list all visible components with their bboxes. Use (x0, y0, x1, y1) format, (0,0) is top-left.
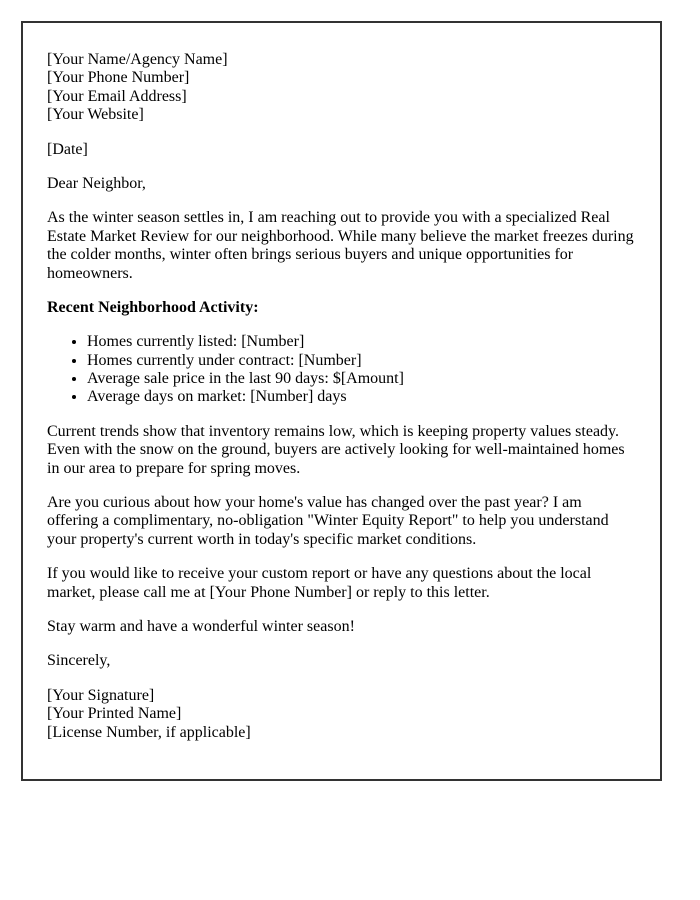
activity-list (47, 333, 636, 407)
letter-container (21, 21, 662, 781)
activity-item-days-on-market: • Average days on market: [Number] days (87, 388, 636, 406)
activity-heading: Recent Neighborhood Activity: (47, 298, 259, 316)
contact-line-email: [Your Email Address] (47, 87, 187, 105)
signature-line-printed-name: [Your Printed Name] (47, 705, 182, 723)
intro-paragraph: As the winter season settles in, I am reaching out to provide you with a specialized Real Estate Market Review for our neighborhood. While many believe the market freezes during the colder months, winter often brings serious buyers and unique opportunities for homeowners. (47, 209, 634, 282)
closing-line: Stay warm and have a wonderful winter season! (47, 617, 355, 635)
signature-block (47, 687, 636, 742)
signoff: Sincerely, (47, 652, 111, 670)
signature-line-license: [License Number, if applicable] (47, 723, 251, 741)
cta-paragraph: If you would like to receive your custom report or have any questions about the local market, please call me at [Your Phone Number] or reply to this letter. (47, 565, 592, 601)
trends-paragraph: Current trends show that inventory remains low, which is keeping property values steady. Even with the snow on the ground, buyers are actively looking for well-maintained homes in our area to prepare for spring moves. (47, 422, 625, 477)
activity-item-avg-price: • Average sale price in the last 90 days: $[Amount] (87, 370, 636, 388)
date-line: [Date] (47, 140, 88, 158)
contact-line-phone: [Your Phone Number] (47, 69, 190, 87)
activity-item-listed: • Homes currently listed: [Number] (87, 333, 636, 351)
contact-line-name: [Your Name/Agency Name] (47, 51, 228, 68)
equity-offer-paragraph: Are you curious about how your home's value has changed over the past year? I am offering a complimentary, no-obligation "Winter Equity Report" to help you understand your property's current worth in today's specific market conditions. (47, 494, 609, 548)
activity-item-under-contract: • Homes currently under contract: [Number] (87, 352, 636, 370)
salutation: Dear Neighbor, (47, 174, 146, 192)
contact-line-website: [Your Website] (47, 106, 144, 124)
contact-block (47, 51, 636, 125)
signature-line-signature: [Your Signature] (47, 686, 155, 704)
